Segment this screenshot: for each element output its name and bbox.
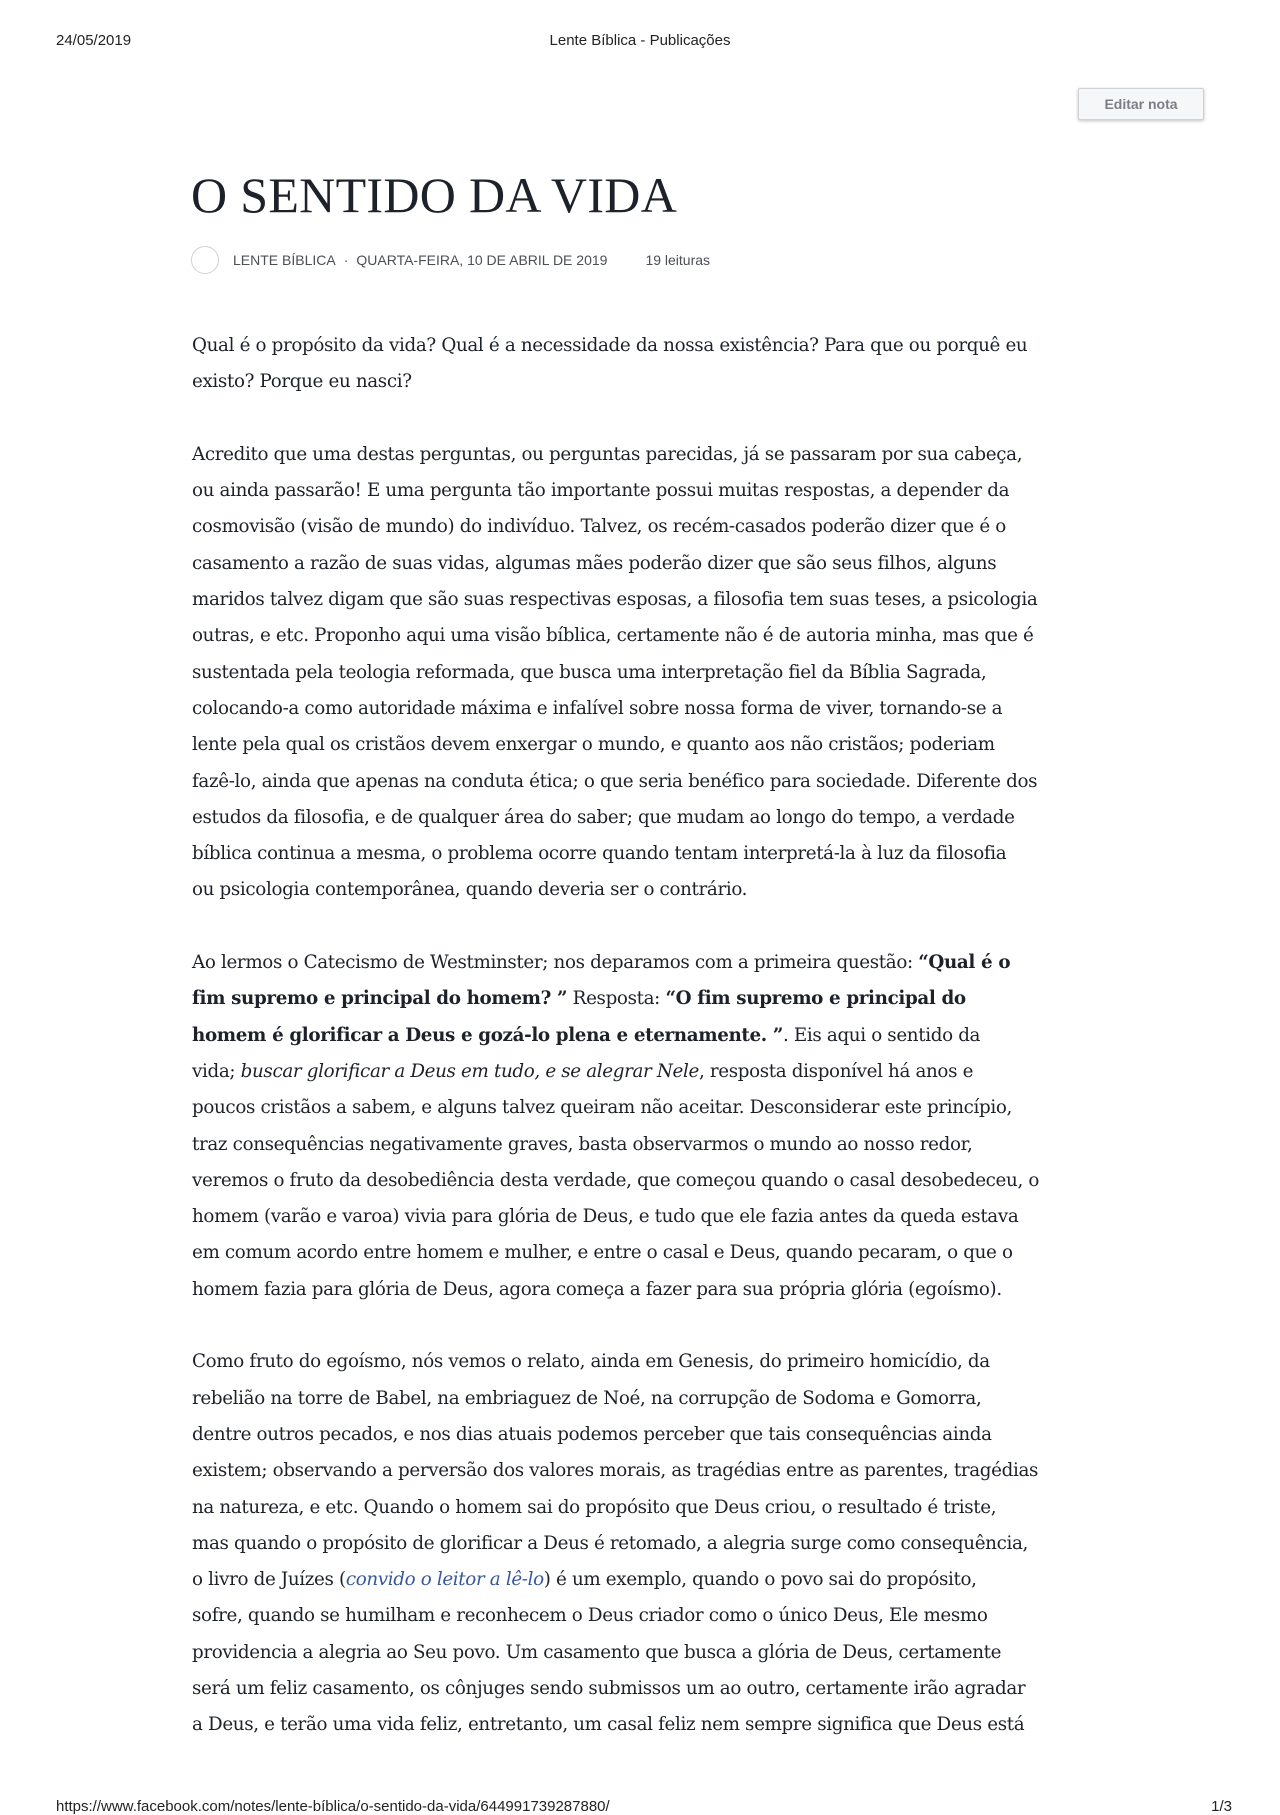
- text-line: ou ainda passarão! E uma pergunta tão importante possui muitas respostas, a depender da: [192, 480, 1010, 502]
- text-line: [192, 1018, 1107, 1054]
- catechism-question: “Qual é o: [918, 952, 1011, 974]
- text-run: Ao lermos o Catecismo de Westminster; nos deparamos com a primeira questão:: [192, 952, 919, 974]
- text-line: existo? Porque eu nasci?: [192, 371, 412, 393]
- print-date: 24/05/2019: [56, 32, 132, 49]
- text-line: providencia a alegria ao Seu povo. Um casamento que busca a glória de Deus, certamente: [192, 1641, 1002, 1663]
- text-run: o livro de Juízes (: [192, 1569, 346, 1591]
- text-line: casamento a razão de suas vidas, algumas mães poderão dizer que são seus filhos, alguns: [192, 552, 997, 574]
- text-line: a Deus, e terão uma vida feliz, entretanto, um casal feliz nem sempre significa que Deus está: [192, 1714, 1025, 1736]
- print-url: https://www.facebook.com/notes/lente-bíblica/o-sentido-da-vida/644991739287880/: [56, 1798, 610, 1815]
- text-line: em comum acordo entre homem e mulher, e entre o casal e Deus, quando pecaram, o que o: [192, 1242, 1013, 1264]
- paragraph-3: [192, 945, 1107, 1308]
- text-line: traz consequências negativamente graves, basta observarmos o mundo ao nosso redor,: [192, 1133, 973, 1155]
- publish-date[interactable]: QUARTA-FEIRA, 10 DE ABRIL DE 2019: [356, 252, 608, 268]
- text-line: lente pela qual os cristãos devem enxergar o mundo, e quanto aos não cristãos; poderiam: [192, 734, 995, 756]
- text-line: Acredito que uma destas perguntas, ou perguntas parecidas, já se passaram por sua cabeça,: [192, 443, 1023, 465]
- text-line: [192, 1562, 1107, 1598]
- catechism-answer: “O fim supremo e principal do: [665, 988, 966, 1010]
- text-line: [192, 945, 1107, 981]
- text-line: mas quando o propósito de glorificar a Deus é retomado, a alegria surge como consequência,: [192, 1532, 1028, 1554]
- text-line: cosmovisão (visão de mundo) do indivíduo. Talvez, os recém-casados poderão dizer que é o: [192, 516, 1006, 538]
- text-line: veremos o fruto da desobediência desta verdade, que começou quando o casal desobedeceu, o: [192, 1169, 1040, 1191]
- catechism-answer: homem é glorificar a Deus e gozá-lo plena e eternamente. ”: [192, 1024, 783, 1046]
- text-run: Resposta:: [567, 988, 666, 1010]
- text-line: será um feliz casamento, os cônjuges sendo submissos um ao outro, certamente irão agradar: [192, 1677, 1026, 1699]
- text-line: na natureza, e etc. Quando o homem sai do propósito que Deus criou, o resultado é triste,: [192, 1496, 997, 1518]
- text-run: ) é um exemplo, quando o povo sai do propósito,: [543, 1569, 977, 1591]
- print-page-title: Lente Bíblica - Publicações: [549, 32, 731, 49]
- text-line: bíblica continua a mesma, o problema ocorre quando tentam interpretá-la à luz da filosofia: [192, 843, 1007, 865]
- text-line: colocando-a como autoridade máxima e infalível sobre nossa forma de viver, tornando-se a: [192, 697, 1003, 719]
- text-line: [192, 1054, 1107, 1090]
- text-run: , resposta disponível há anos e: [698, 1060, 974, 1082]
- text-run: . Eis aqui o sentido da: [783, 1024, 981, 1046]
- text-line: poucos cristãos a sabem, e alguns talvez queiram não aceitar. Desconsiderar este princípio,: [192, 1097, 1013, 1119]
- text-run: vida;: [192, 1060, 241, 1082]
- catechism-question: fim supremo e principal do homem? ”: [192, 988, 568, 1010]
- print-page-number: 1/3: [1211, 1798, 1232, 1815]
- author-name[interactable]: LENTE BÍBLICA: [233, 252, 336, 268]
- meta-separator: ·: [343, 252, 349, 268]
- paragraph-2: [192, 437, 1107, 909]
- text-line: rebelião na torre de Babel, na embriaguez de Noé, na corrupção de Sodoma e Gomorra,: [192, 1387, 982, 1409]
- text-line: Qual é o propósito da vida? Qual é a necessidade da nossa existência? Para que ou porquê eu: [192, 335, 1028, 356]
- text-line: estudos da filosofia, e de qualquer área do saber; que mudam ao longo do tempo, a verdade: [192, 806, 1015, 828]
- text-line: homem (varão e varoa) vivia para glória de Deus, e tudo que ele fazia antes da queda estava: [192, 1206, 1019, 1228]
- text-line: existem; observando a perversão dos valores morais, as tragédias entre as parentes, tragédias: [192, 1460, 1039, 1482]
- read-count: 19 leituras: [645, 252, 711, 268]
- note-body: [192, 328, 1107, 1780]
- note-title: O SENTIDO DA VIDA: [191, 167, 678, 223]
- emphasis-text: buscar glorificar a Deus em tudo, e se alegrar Nele: [240, 1060, 699, 1082]
- text-line: maridos talvez digam que são suas respectivas esposas, a filosofia tem suas teses, a psicologia: [192, 589, 1038, 611]
- edit-note-button[interactable]: Editar nota: [1078, 88, 1204, 120]
- text-line: homem fazia para glória de Deus, agora começa a fazer para sua própria glória (egoísmo).: [192, 1278, 1002, 1300]
- text-line: fazê-lo, ainda que apenas na conduta ética; o que seria benéfico para sociedade. Diferente dos: [192, 770, 1038, 792]
- text-line: dentre outros pecados, e nos dias atuais podemos perceber que tais consequências ainda: [192, 1423, 992, 1445]
- text-line: [192, 981, 1107, 1017]
- note-meta: [191, 244, 710, 276]
- read-judges-link[interactable]: convido o leitor a lê-lo: [345, 1569, 544, 1591]
- paragraph-1: [192, 328, 1107, 401]
- author-avatar[interactable]: [191, 246, 219, 274]
- text-line: outras, e etc. Proponho aqui uma visão bíblica, certamente não é de autoria minha, mas que é: [192, 625, 1034, 647]
- text-line: sustentada pela teologia reformada, que busca uma interpretação fiel da Bíblia Sagrada,: [192, 661, 987, 683]
- text-line: Como fruto do egoísmo, nós vemos o relato, ainda em Genesis, do primeiro homicídio, da: [192, 1351, 990, 1373]
- text-line: sofre, quando se humilham e reconhecem o Deus criador como o único Deus, Ele mesmo: [192, 1605, 988, 1627]
- text-line: ou psicologia contemporânea, quando deveria ser o contrário.: [192, 879, 748, 901]
- paragraph-4: [192, 1344, 1107, 1743]
